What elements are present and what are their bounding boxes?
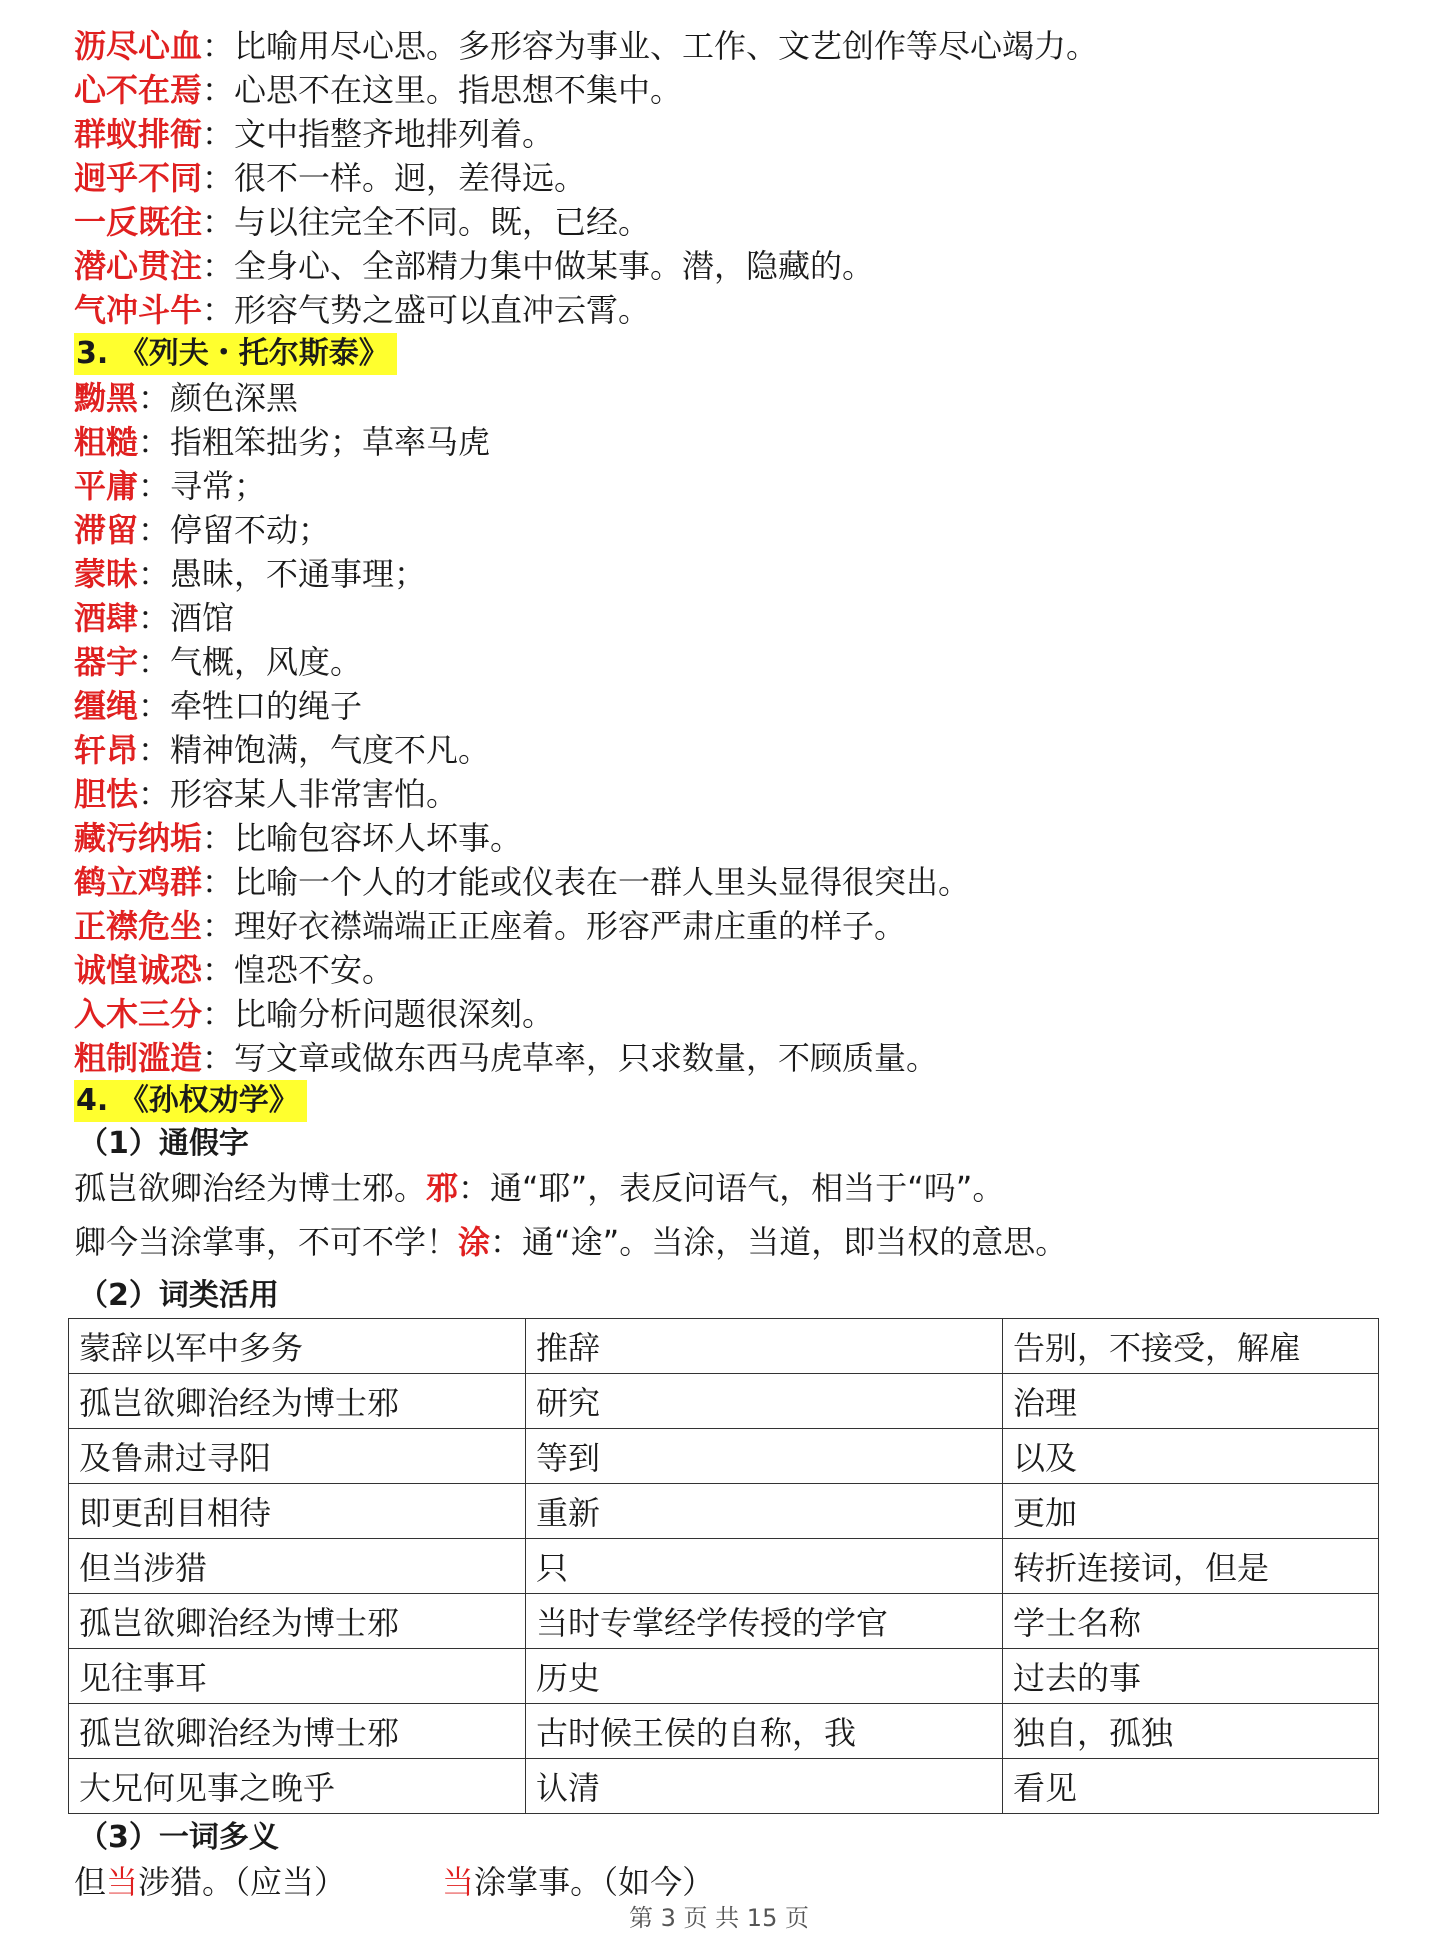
vocab-term: 鹤立鸡群 [74,863,203,901]
vocab-line: 诚惶诚恐：惶恐不安。 [74,951,395,989]
vocab-definition: 形容某人非常害怕。 [170,775,459,813]
table-cell-sentence: 但当涉猎 [69,1539,526,1594]
table-cell-meaning-modern: 更加 [1003,1484,1379,1539]
table-cell-meaning-ancient: 历史 [526,1649,1003,1704]
word-usage-table [68,1318,1379,1814]
vocab-term: 藏污纳垢 [74,819,203,857]
table-cell-sentence: 蒙辞以军中多务 [69,1319,526,1374]
vocab-line: 粗糙：指粗笨拙劣；草率马虎 [74,423,491,461]
vocab-definition: 颜色深黑 [170,379,299,417]
vocab-term: 群蚁排衙 [74,115,203,153]
tongjia-line [74,1166,1004,1210]
tongjia-char: 邪 [426,1169,459,1207]
vocab-definition: 比喻一个人的才能或仪表在一群人里头显得很突出。 [234,863,971,901]
table-cell-meaning-modern: 独自，孤独 [1003,1704,1379,1759]
section-heading-sunquan: 4. 《孙权劝学》 [74,1080,307,1122]
tongjia-note: ：通“耶”，表反问语气，相当于“吗”。 [458,1169,1005,1207]
table-cell-meaning-modern: 过去的事 [1003,1649,1379,1704]
vocab-term: 诚惶诚恐 [74,951,203,989]
vocab-line: 正襟危坐：理好衣襟端端正正座着。形容严肃庄重的样子。 [74,907,907,945]
yici-text: 涉猎。（应当） [138,1863,347,1901]
table-cell-meaning-modern: 转折连接词，但是 [1003,1539,1379,1594]
table-cell-meaning-ancient: 认清 [526,1759,1003,1814]
vocab-term: 滞留 [74,511,139,549]
vocab-term: 气冲斗牛 [74,291,203,329]
vocab-term: 正襟危坐 [74,907,203,945]
vocab-line: 粗制滥造：写文章或做东西马虎草率，只求数量，不顾质量。 [74,1039,939,1077]
table-cell-meaning-ancient: 只 [526,1539,1003,1594]
vocab-line: 藏污纳垢：比喻包容坏人坏事。 [74,819,523,857]
vocab-term: 入木三分 [74,995,203,1033]
table-cell-meaning-ancient: 当时专掌经学传授的学官 [526,1594,1003,1649]
vocab-term: 迥乎不同 [74,159,203,197]
vocab-definition: 精神饱满，气度不凡。 [170,731,491,769]
vocab-definition: 文中指整齐地排列着。 [234,115,555,153]
vocab-term: 缰绳 [74,687,139,725]
vocab-term: 粗糙 [74,423,139,461]
table-cell-sentence: 孤岂欲卿治经为博士邪 [69,1374,526,1429]
vocab-line: 迥乎不同：很不一样。迥，差得远。 [74,159,587,197]
vocab-line: 缰绳：牵牲口的绳子 [74,687,363,725]
vocab-term: 黝黑 [74,379,139,417]
vocab-definition: 全身心、全部精力集中做某事。潜，隐藏的。 [234,247,875,285]
vocab-line: 器宇：气概，风度。 [74,643,363,681]
yici-text: 但 [74,1863,107,1901]
table-row [69,1539,1379,1594]
table-cell-meaning-modern: 治理 [1003,1374,1379,1429]
table-row [69,1374,1379,1429]
table-row [69,1484,1379,1539]
vocab-definition: 气概，风度。 [170,643,363,681]
vocab-definition: 愚昧，不通事理； [170,555,427,593]
vocab-term: 一反既往 [74,203,203,241]
vocab-definition: 与以往完全不同。既，已经。 [234,203,651,241]
vocab-line: 潜心贯注：全身心、全部精力集中做某事。潜，隐藏的。 [74,247,875,285]
vocab-term: 潜心贯注 [74,247,203,285]
section-heading-tolstoy: 3. 《列夫・托尔斯泰》 [74,333,397,375]
vocab-definition: 牵牲口的绳子 [170,687,363,725]
vocab-line: 酒肆：酒馆 [74,599,235,637]
table-row [69,1429,1379,1484]
page-footer: 第 3 页 共 15 页 [629,1904,809,1932]
table-cell-sentence: 孤岂欲卿治经为博士邪 [69,1594,526,1649]
vocab-line: 平庸：寻常； [74,467,267,505]
vocab-line: 胆怯：形容某人非常害怕。 [74,775,459,813]
vocab-line: 群蚁排衙：文中指整齐地排列着。 [74,115,555,153]
table-cell-meaning-modern: 看见 [1003,1759,1379,1814]
vocab-definition: 写文章或做东西马虎草率，只求数量，不顾质量。 [234,1039,939,1077]
example-sentence: 孤岂欲卿治经为博士邪。 [74,1169,427,1207]
table-row [69,1594,1379,1649]
table-cell-sentence: 孤岂欲卿治经为博士邪 [69,1704,526,1759]
vocab-definition: 停留不动； [170,511,331,549]
vocab-line: 鹤立鸡群：比喻一个人的才能或仪表在一群人里头显得很突出。 [74,863,971,901]
table-cell-meaning-ancient: 重新 [526,1484,1003,1539]
subheading-yici: （3）一词多义 [78,1820,279,1855]
table-cell-meaning-modern: 告别，不接受，解雇 [1003,1319,1379,1374]
vocab-line: 滞留：停留不动； [74,511,331,549]
vocab-term: 器宇 [74,643,139,681]
vocab-term: 蒙昧 [74,555,139,593]
vocab-definition: 很不一样。迥，差得远。 [234,159,587,197]
table-cell-meaning-ancient: 推辞 [526,1319,1003,1374]
vocab-line: 心不在焉：心思不在这里。指思想不集中。 [74,71,683,109]
vocab-definition: 指粗笨拙劣；草率马虎 [170,423,491,461]
table-cell-sentence: 及鲁肃过寻阳 [69,1429,526,1484]
table-cell-sentence: 见往事耳 [69,1649,526,1704]
subheading-tongjia: （1）通假字 [78,1126,249,1161]
yici-text: 涂掌事。（如今） [474,1863,715,1901]
vocab-term: 粗制滥造 [74,1039,203,1077]
vocab-line: 黝黑：颜色深黑 [74,379,299,417]
vocab-line: 一反既往：与以往完全不同。既，已经。 [74,203,651,241]
vocab-term: 心不在焉 [74,71,203,109]
table-cell-meaning-ancient: 古时候王侯的自称，我 [526,1704,1003,1759]
vocab-term: 胆怯 [74,775,139,813]
vocab-definition: 理好衣襟端端正正座着。形容严肃庄重的样子。 [234,907,907,945]
table-cell-sentence: 即更刮目相待 [69,1484,526,1539]
table-row [69,1759,1379,1814]
vocab-term: 轩昂 [74,731,139,769]
vocab-definition: 形容气势之盛可以直冲云霄。 [234,291,651,329]
yici-char: 当 [442,1863,475,1901]
table-row [69,1704,1379,1759]
vocab-definition: 心思不在这里。指思想不集中。 [234,71,683,109]
tongjia-note: ：通“途”。当涂，当道，即当权的意思。 [490,1223,1068,1261]
vocab-definition: 酒馆 [170,599,235,637]
table-cell-meaning-ancient: 研究 [526,1374,1003,1429]
vocab-line: 轩昂：精神饱满，气度不凡。 [74,731,491,769]
vocab-line: 蒙昧：愚昧，不通事理； [74,555,427,593]
table-row [69,1649,1379,1704]
table-cell-meaning-ancient: 等到 [526,1429,1003,1484]
tongjia-char: 涂 [458,1223,491,1261]
vocab-term: 酒肆 [74,599,139,637]
vocab-line: 入木三分：比喻分析问题很深刻。 [74,995,555,1033]
vocab-definition: 惶恐不安。 [234,951,395,989]
subheading-cilei: （2）词类活用 [78,1278,279,1313]
example-sentence: 卿今当涂掌事，不可不学！ [74,1223,459,1261]
vocab-term: 沥尽心血 [74,27,203,65]
yici-char: 当 [106,1863,139,1901]
vocab-line: 沥尽心血：比喻用尽心思。多形容为事业、工作、文艺创作等尽心竭力。 [74,27,1099,65]
table-cell-meaning-modern: 学士名称 [1003,1594,1379,1649]
vocab-line: 气冲斗牛：形容气势之盛可以直冲云霄。 [74,291,651,329]
vocab-definition: 比喻包容坏人坏事。 [234,819,523,857]
vocab-definition: 比喻分析问题很深刻。 [234,995,555,1033]
vocab-term: 平庸 [74,467,139,505]
tongjia-line [74,1220,1067,1264]
table-cell-meaning-modern: 以及 [1003,1429,1379,1484]
table-cell-sentence: 大兄何见事之晚乎 [69,1759,526,1814]
vocab-definition: 比喻用尽心思。多形容为事业、工作、文艺创作等尽心竭力。 [234,27,1099,65]
vocab-definition: 寻常； [170,467,267,505]
table-row [69,1319,1379,1374]
